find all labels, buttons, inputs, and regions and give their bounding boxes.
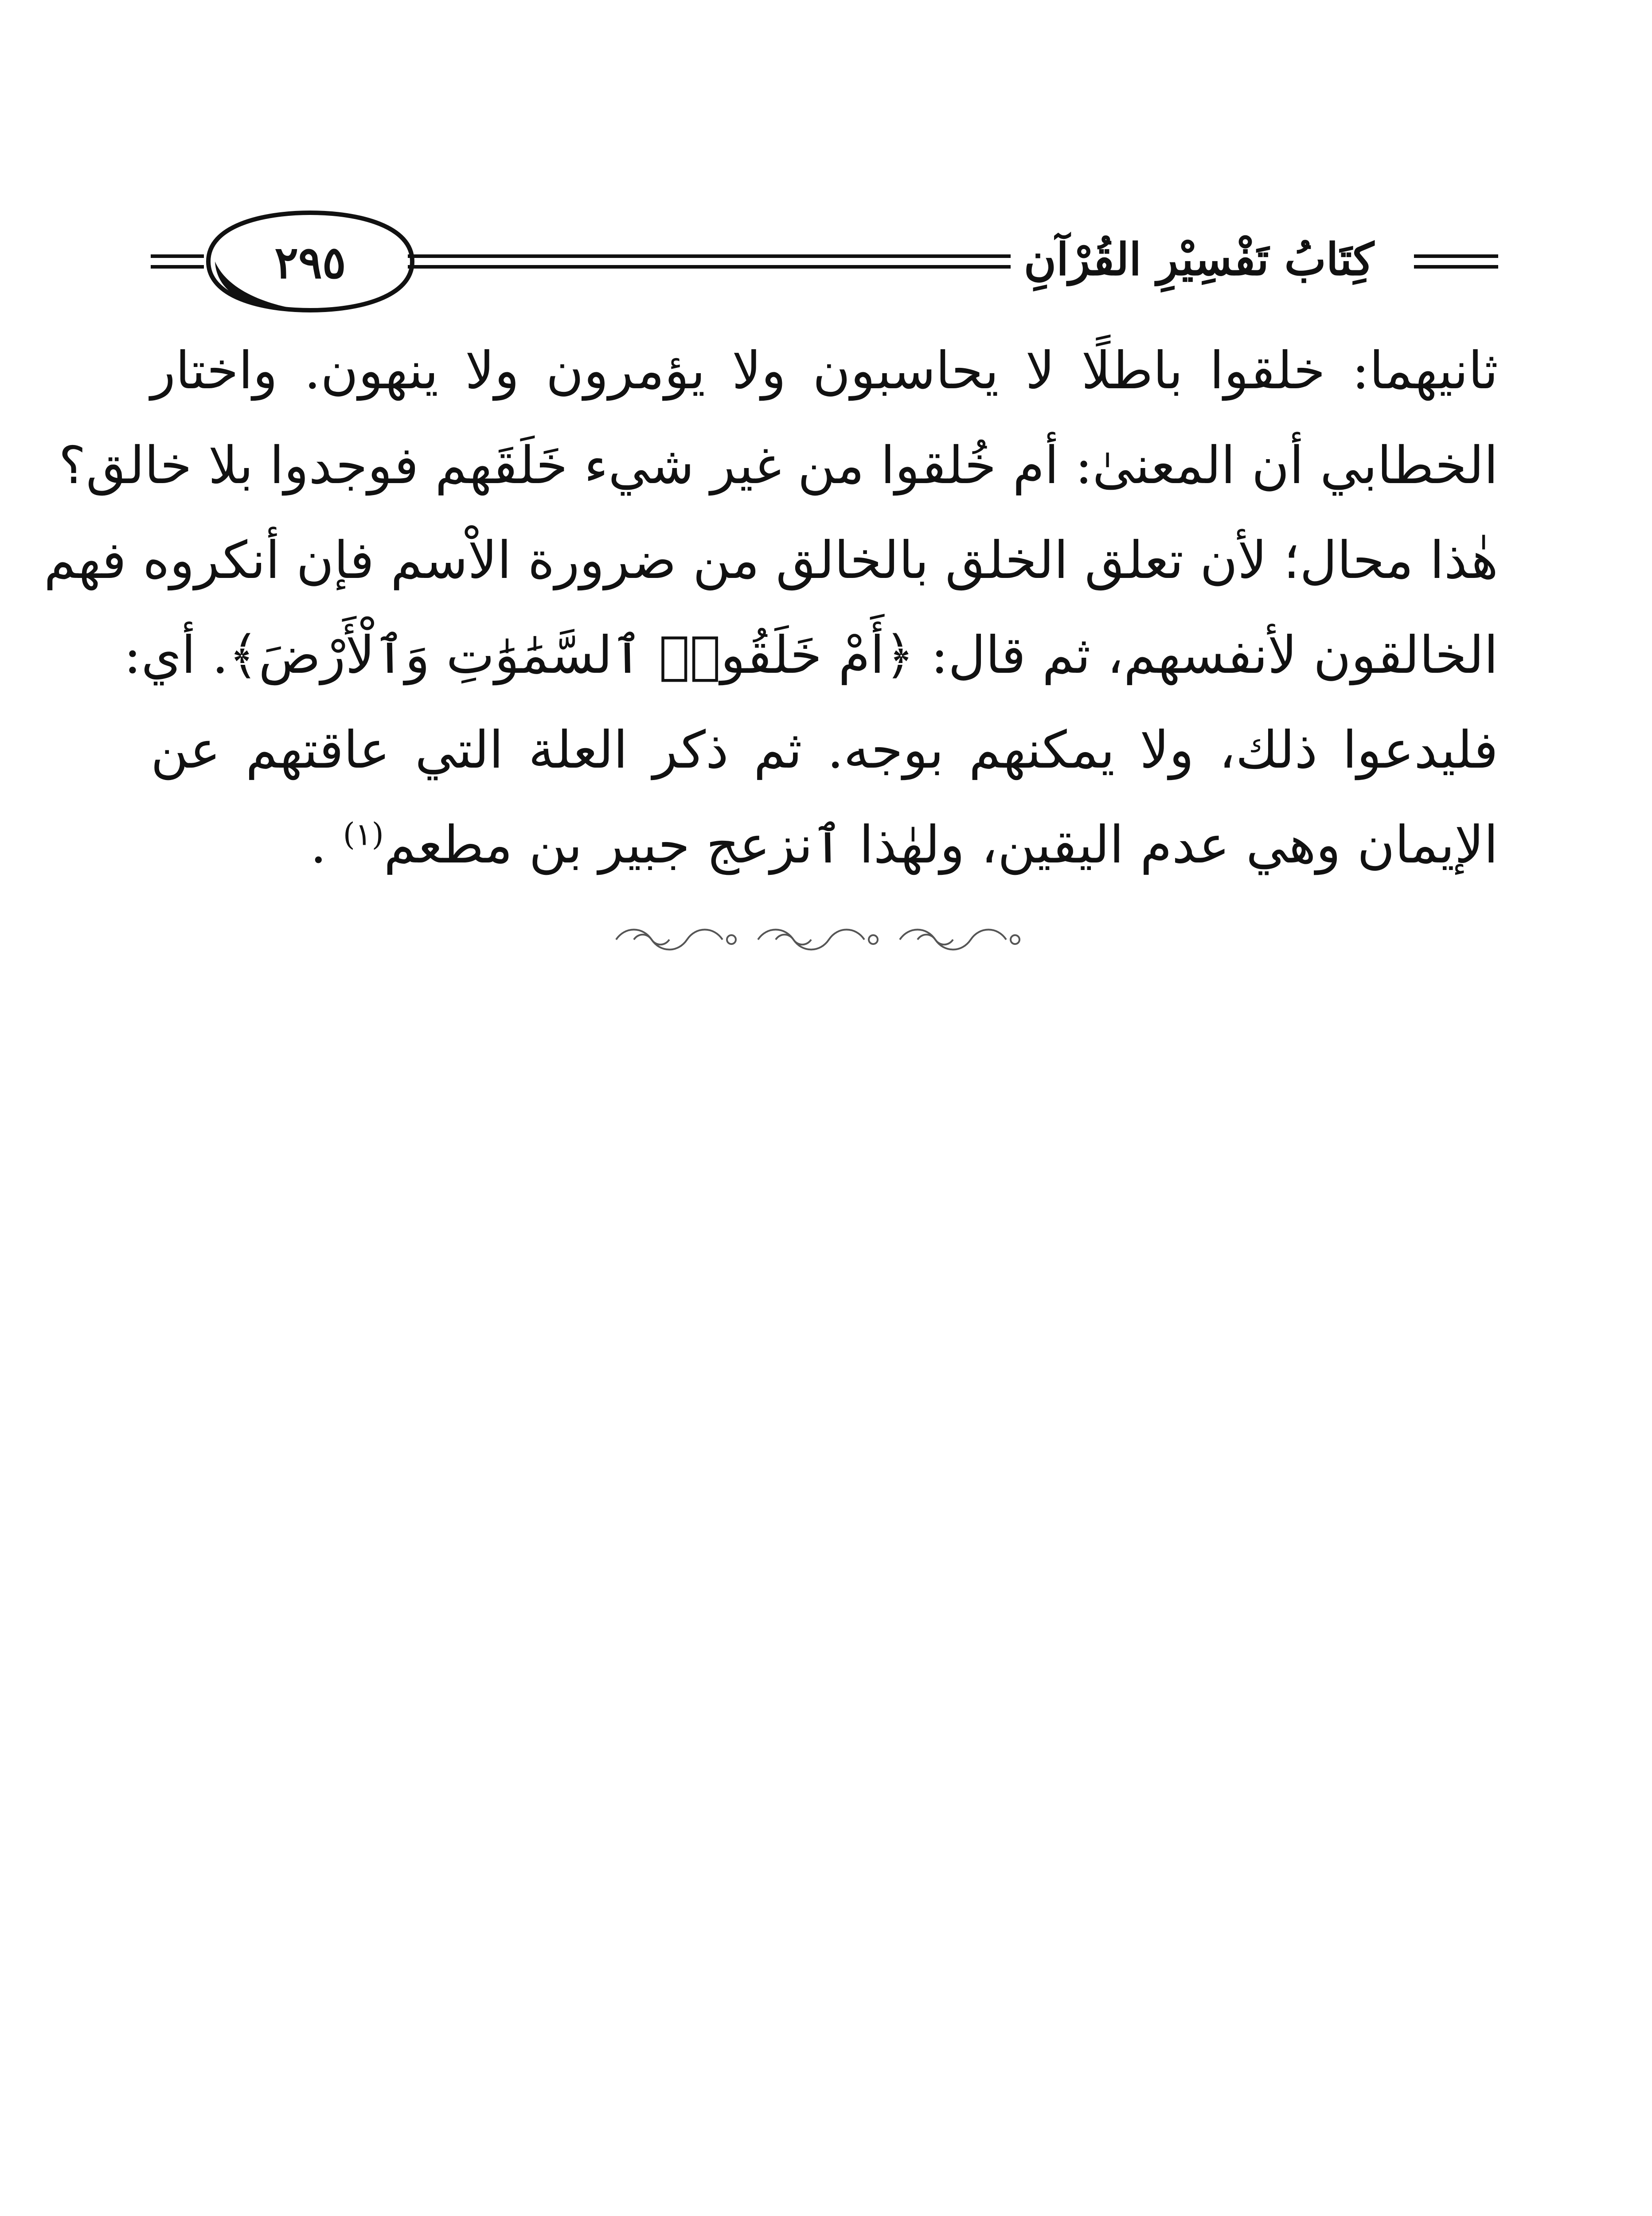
- sentence-end: .: [310, 815, 327, 875]
- ornament-motif: [616, 930, 736, 950]
- ornament-divider: [607, 922, 1033, 957]
- running-title: كِتَابُ تَفْسِيْرِ القُرْآنِ: [1011, 226, 1387, 293]
- text-line: فليدعوا ذلك، ولا يمكنهم بوجه. ثم ذكر العلة التي عاقتهم عن: [151, 720, 1498, 780]
- text-line: الخطابي أن المعنىٰ: أم خُلقوا من غير شيء خَلَقَهم فوجدوا بلا خالق؟: [59, 436, 1498, 495]
- text-line-last: [151, 798, 1498, 893]
- footnote-reference[interactable]: (١): [343, 816, 384, 853]
- text-line: هٰذا محال؛ لأن تعلق الخلق بالخالق من ضرورة الاْسم فإن أنكروه فهم: [43, 531, 1498, 590]
- text-line: الخالقون لأنفسهم، ثم قال: ﴿أَمْ خَلَقُوا۟ ٱلسَّمَٰوَٰتِ وَٱلْأَرْضَ﴾. أي:: [124, 625, 1498, 685]
- page-header: [151, 208, 1498, 315]
- text-line: ثانيهما: خلقوا باطلًا لا يحاسبون ولا يؤمرون ولا ينهون. واختار: [151, 341, 1498, 401]
- text-line-content: الإيمان وهي عدم اليقين، ولهٰذا ٱنزعج جبير بن مطعم: [383, 815, 1498, 875]
- main-text: [43, 324, 1498, 893]
- page-number: ٢٩٥: [274, 236, 346, 289]
